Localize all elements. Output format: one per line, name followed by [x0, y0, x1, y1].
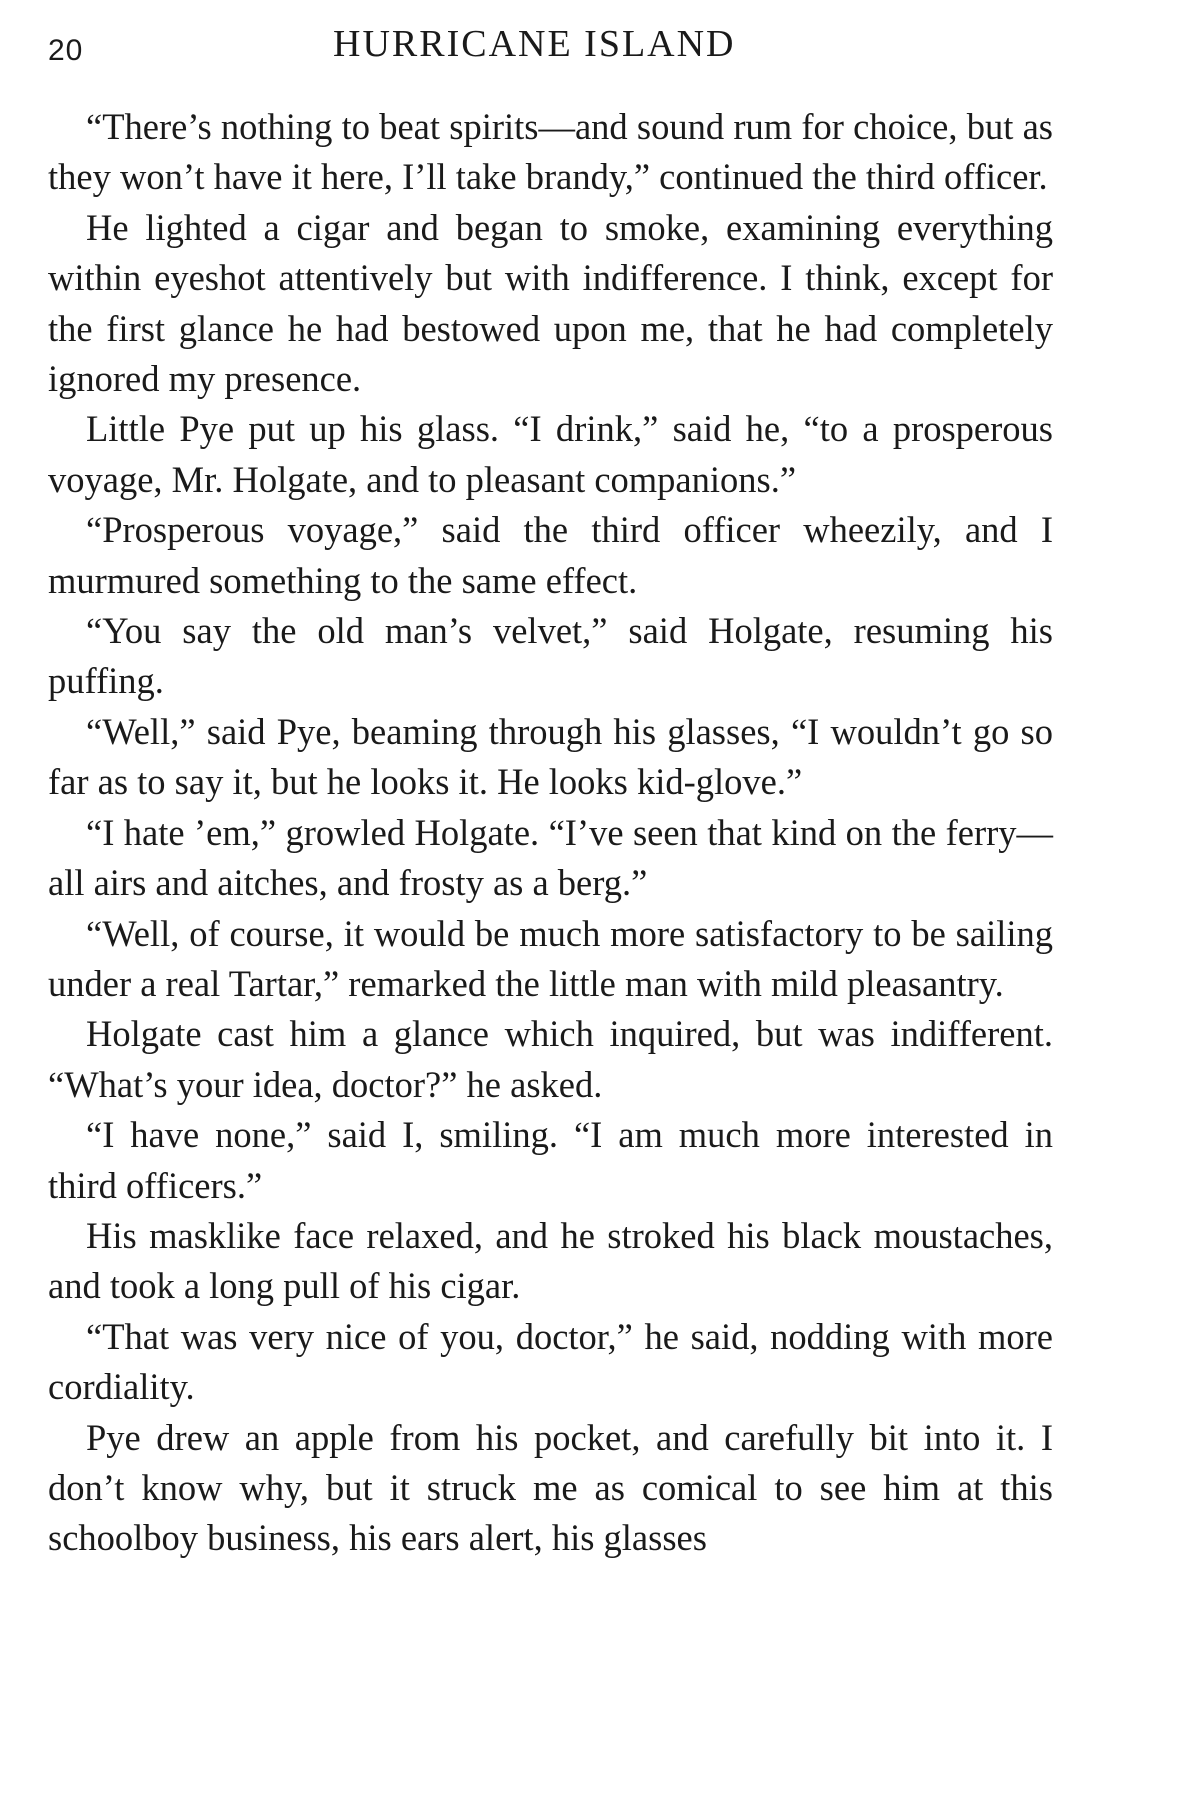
body-text	[48, 102, 1053, 1564]
paragraph: “You say the old man’s velvet,” said Holgate, resuming his puffing.	[48, 610, 1053, 702]
paragraph: “There’s nothing to beat spirits—and sound rum for choice, but as they won’t have it here, I’ll take brandy,” continued the third officer.	[48, 106, 1053, 198]
paragraph: “I have none,” said I, smiling. “I am much more interested in third officers.”	[48, 1114, 1053, 1206]
paragraph: Pye drew an apple from his pocket, and carefully bit into it. I don’t know why, but it struck me as comical to see him at this schoolboy business, his ears alert, his glasses	[48, 1416, 1053, 1559]
paragraph: “Well,” said Pye, beaming through his glasses, “I wouldn’t go so far as to say it, but he looks it. He looks kid-glove.”	[48, 710, 1053, 803]
page-header	[48, 22, 1048, 72]
paragraph: Little Pye put up his glass. “I drink,” said he, “to a prosperous voyage, Mr. Holgate, and to pleasant companions.”	[48, 408, 1053, 500]
paragraph: Holgate cast him a glance which inquired, but was indifferent. “What’s your idea, doctor?” he asked.	[48, 1013, 1053, 1105]
running-title: HURRICANE ISLAND	[333, 23, 736, 65]
paragraph: “Prosperous voyage,” said the third officer wheezily, and I murmured something to the same effect.	[48, 509, 1053, 601]
paragraph: “I hate ’em,” growled Holgate. “I’ve seen that kind on the ferry—all airs and aitches, and frosty as a berg.”	[48, 811, 1053, 904]
page-number: 20	[48, 34, 84, 67]
paragraph: “Well, of course, it would be much more satisfactory to be sailing under a real Tartar,” remarked the little man with mild pleasantry.	[48, 912, 1053, 1004]
paragraph: He lighted a cigar and began to smoke, examining everything within eyeshot attentively but with indifference. I think, except for the first glance he had bestowed upon me, that he had completely ignored my presence.	[48, 206, 1053, 400]
paragraph: His masklike face relaxed, and he stroked his black moustaches, and took a long pull of his cigar.	[48, 1214, 1053, 1307]
paragraph: “That was very nice of you, doctor,” he said, nodding with more cordiality.	[48, 1315, 1053, 1408]
